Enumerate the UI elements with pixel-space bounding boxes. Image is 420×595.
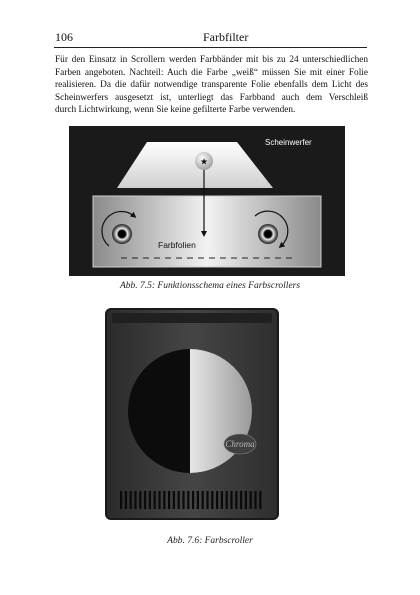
- star-icon: ★: [199, 157, 209, 168]
- vent-slot: [182, 491, 184, 509]
- vent-slot: [254, 491, 256, 509]
- vent-slot: [120, 491, 122, 509]
- label-spotlight: Scheinwerfer: [265, 138, 312, 147]
- paragraph-line: durch Lichtwirkung, wenn Sie keine gefilterte Farbe verwenden.: [55, 105, 296, 115]
- vent-slot: [235, 491, 237, 509]
- device-top-rail: [112, 313, 272, 323]
- vent-slot: [173, 491, 175, 509]
- vent-slot: [197, 491, 199, 509]
- vent-slot: [202, 491, 204, 509]
- vent-slot: [163, 491, 165, 509]
- vent-slot: [149, 491, 151, 509]
- vent-slot: [250, 491, 252, 509]
- header-rule: [54, 47, 367, 48]
- paragraph-line: Farben angeboten. Nachteil: Auch die Farbe „weiß“ müssen Sie mit einer Folie: [55, 67, 368, 78]
- vent-slot: [192, 491, 194, 509]
- running-header-title: Farbfilter: [203, 30, 249, 44]
- vent-slot: [130, 491, 132, 509]
- page-number: 106: [55, 30, 73, 44]
- label-color-films: Farbfolien: [158, 240, 196, 250]
- vent-slot: [187, 491, 189, 509]
- vent-slot: [206, 491, 208, 509]
- vent-slot: [226, 491, 228, 509]
- vent-slot: [216, 491, 218, 509]
- figure-caption-7-5: Abb. 7.5: Funktionsschema eines Farbscrollers: [119, 281, 301, 291]
- vent-slot: [245, 491, 247, 509]
- body-paragraph: [55, 54, 368, 117]
- vent-slot: [158, 491, 160, 509]
- vent-slot: [134, 491, 136, 509]
- vent-slot: [230, 491, 232, 509]
- vent-slot: [211, 491, 213, 509]
- left-roller-icon: [112, 224, 132, 244]
- brand-logo-text: Chroma: [225, 439, 255, 449]
- vent-slot: [144, 491, 146, 509]
- vent-slot: [240, 491, 242, 509]
- color-scroller-device-photo: [104, 307, 280, 521]
- vent-slot: [259, 491, 261, 509]
- vent-slot: [221, 491, 223, 509]
- vent-slot: [178, 491, 180, 509]
- vent-slot: [125, 491, 127, 509]
- vent-slot: [154, 491, 156, 509]
- paragraph-line: Scheinwerfers ausgesetzt ist, unterliegt das Farbband auch dem Verschleiß: [55, 92, 368, 103]
- figure-caption-7-6: Abb. 7.6: Farbscroller: [167, 536, 253, 546]
- scroller-schematic-diagram: [69, 126, 345, 276]
- vent-slot: [139, 491, 141, 509]
- paragraph-line: realisieren. Da die dafür notwendige transparente Folie ebenfalls dem Licht des: [55, 80, 368, 90]
- right-roller-icon: [258, 224, 278, 244]
- paragraph-line: Für den Einsatz in Scrollern werden Farbbänder mit bis zu 24 unterschiedlichen: [55, 55, 368, 65]
- vent-slot: [168, 491, 170, 509]
